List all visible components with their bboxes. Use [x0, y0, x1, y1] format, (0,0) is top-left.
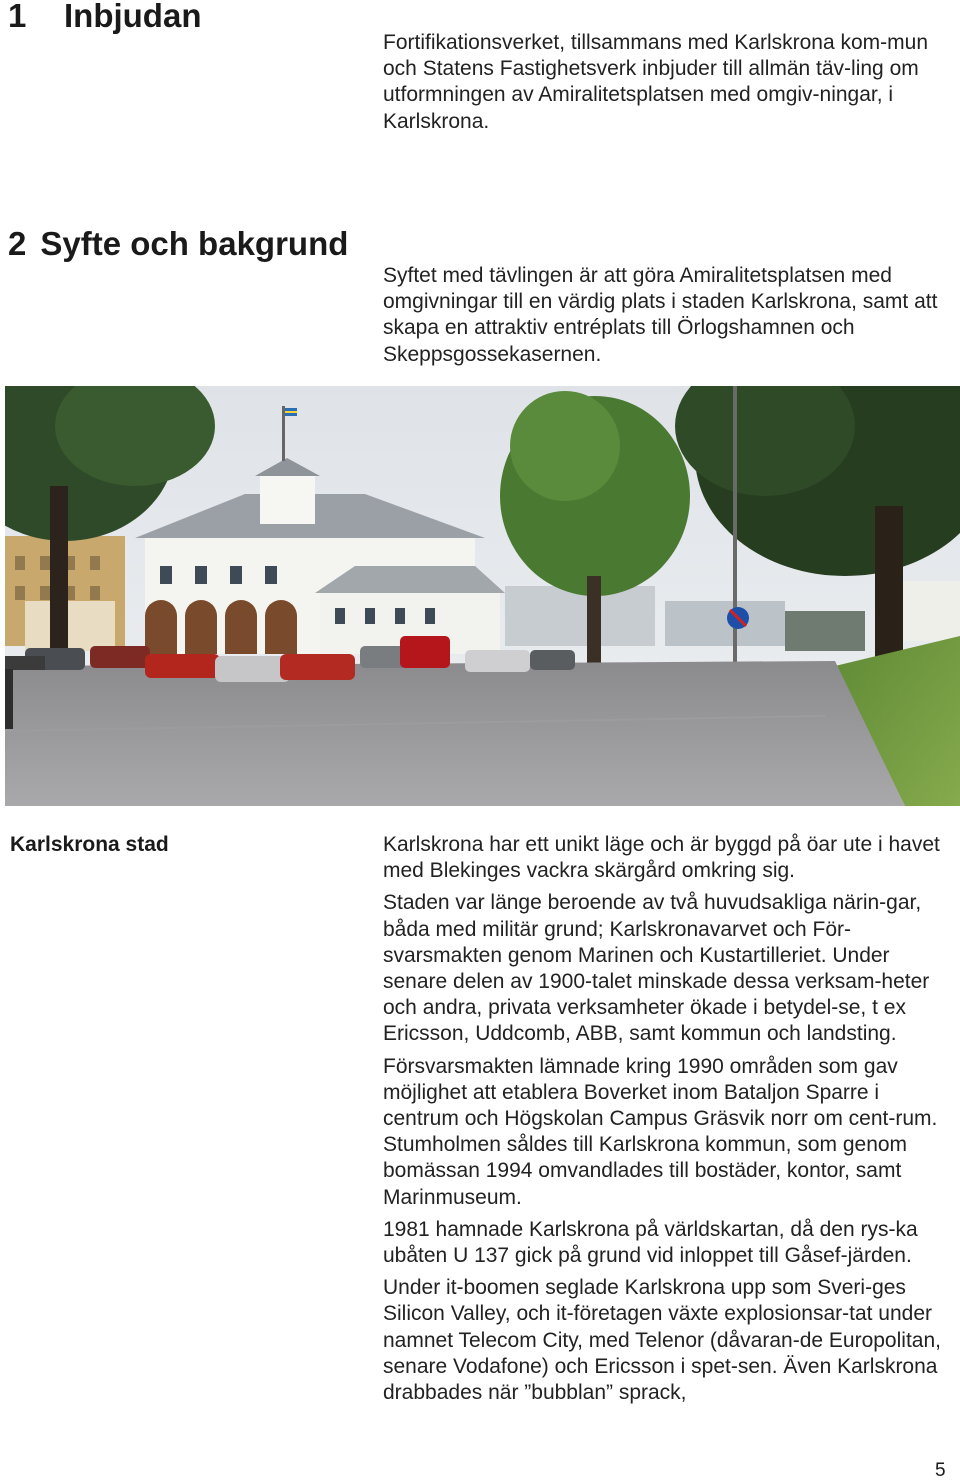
- section-2-heading: [8, 224, 348, 264]
- section-1-title: Inbjudan: [64, 0, 202, 34]
- karlskrona-paragraph-1: Karlskrona har ett unikt läge och är byggd på öar ute i havet med Blekinges vackra skärgård omkring sig.: [383, 833, 940, 883]
- purpose-text-block: [383, 263, 958, 374]
- section-2-number: 2: [8, 225, 27, 262]
- intro-paragraph: Fortifikationsverket, tillsammans med Karlskrona kom-mun och Statens Fastighetsverk inbjuder till allmän täv-ling om utformningen av Amiralitetsplatsen med omgiv-ningar, i Karlskrona.: [383, 31, 928, 133]
- intro-text-block: [383, 30, 958, 141]
- section-2-title: Syfte och bakgrund: [40, 225, 349, 262]
- page-number: 5: [935, 1460, 946, 1481]
- karlskrona-paragraph-2: Staden var länge beroende av två huvudsakliga närin-gar, båda med militär grund; Karlskronavarvet och För-svarsmakten genom Marinen och Kustartilleriet. Under senare delen av 1900-talet minskade dessa verksam-heter och andra, privata verksamheter ökade i betydel-se, t ex Ericsson, Uddcomb, ABB, samt kommun och landsting.: [383, 891, 930, 1046]
- karlskrona-paragraph-5: Under it-boomen seglade Karlskrona upp som Sveri-ges Silicon Valley, och it-företagen växte explosionsar-tat under namnet Telecom City, med Telenor (dåvaran-de Europolitan, senare Vodafone) och Ericsson i spet-sen. Även Karlskrona drabbades när ”bubblan” sprack,: [383, 1276, 941, 1405]
- karlskrona-text-block: [383, 832, 958, 1412]
- karlskrona-paragraph-3: Försvarsmakten lämnade kring 1990 områden som gav möjlighet att etablera Boverket inom Bataljon Sparre i centrum och Högskolan Campus Gräsvik norr om cent-rum. Stumholmen såldes till Karlskrona kommun, som genom bomässan 1994 omvandlades till bostäder, kontor, samt Marinmuseum.: [383, 1054, 938, 1209]
- section-1-number: 1: [8, 0, 27, 34]
- karlskrona-heading: Karlskrona stad: [10, 833, 169, 856]
- amiralitetsplatsen-photo: [5, 386, 960, 806]
- purpose-paragraph: Syftet med tävlingen är att göra Amiralitetsplatsen med omgivningar till en värdig plats i staden Karlskrona, samt att skapa en attraktiv entréplats till Örlogshamnen och Skeppsgossekasernen.: [383, 264, 938, 366]
- section-1-heading: [8, 0, 201, 36]
- karlskrona-paragraph-4: 1981 hamnade Karlskrona på världskartan, då den rys-ka ubåten U 137 gick på grund vid inloppet till Gåsef-järden.: [383, 1217, 918, 1268]
